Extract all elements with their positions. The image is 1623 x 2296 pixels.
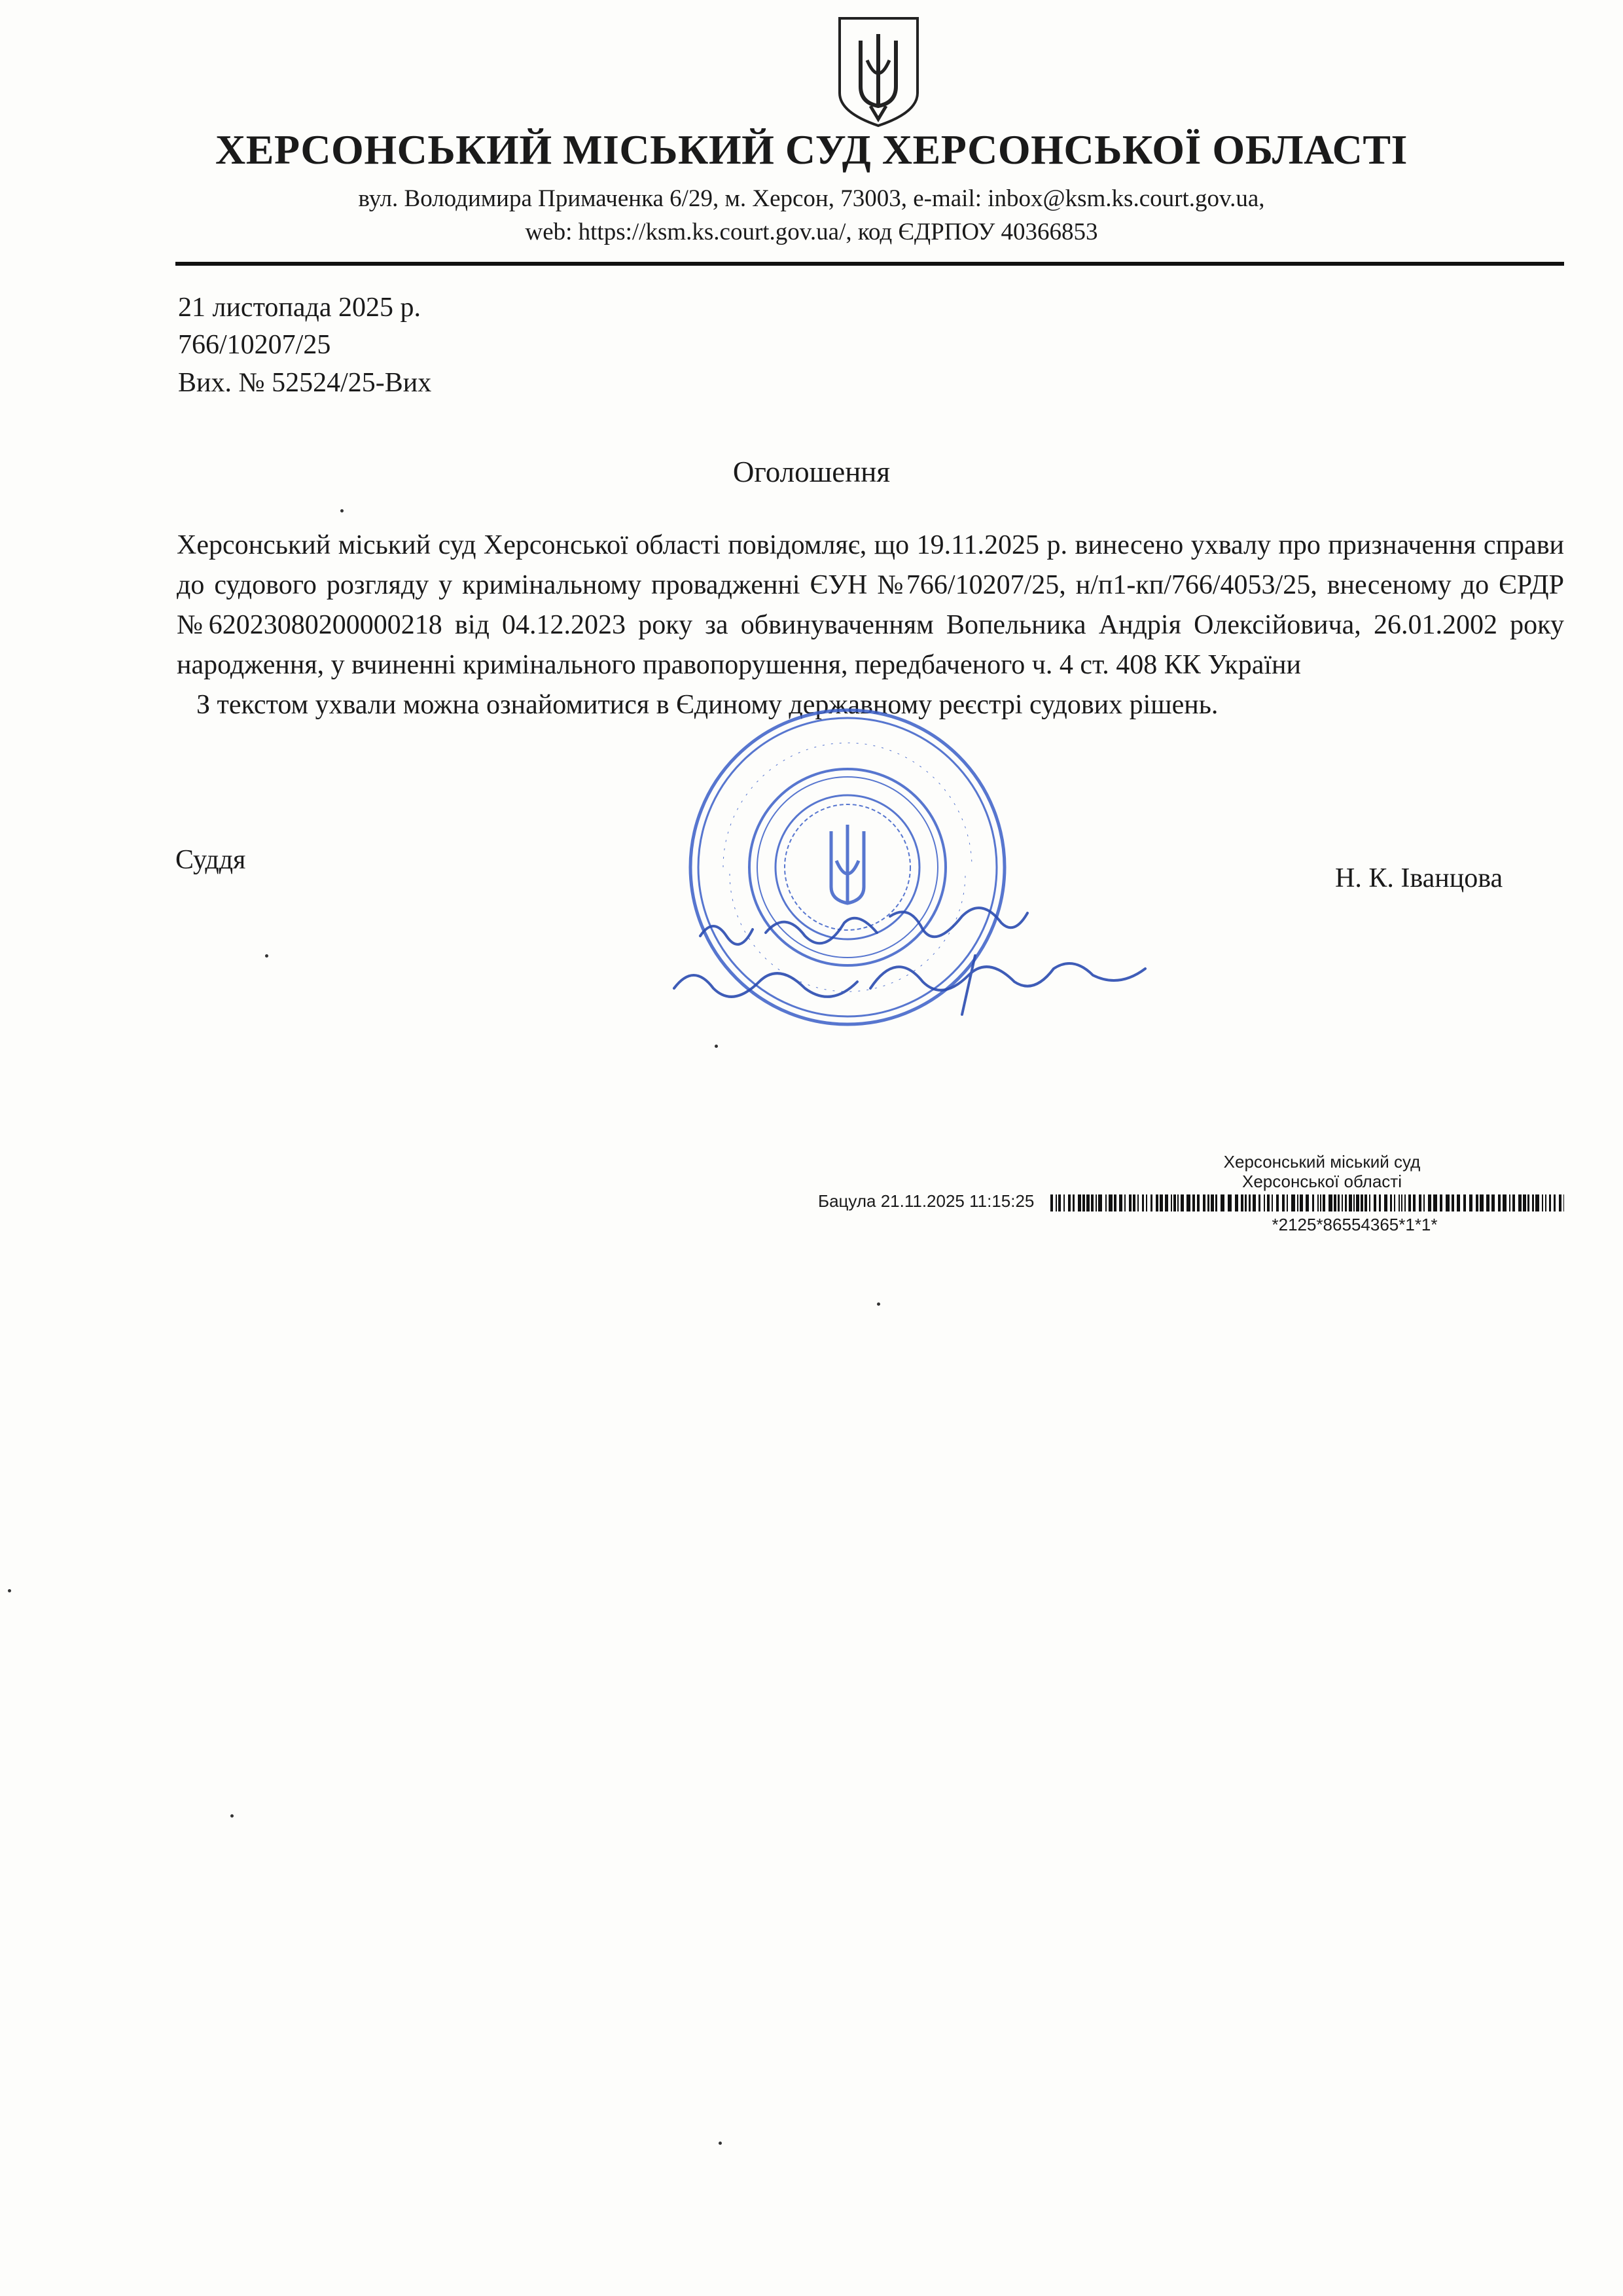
barcode-bar: [1068, 1194, 1071, 1211]
barcode-bar: [1527, 1194, 1529, 1211]
barcode-bar: [1312, 1194, 1314, 1211]
barcode-bar: [1086, 1194, 1090, 1211]
barcode-bar: [1503, 1194, 1507, 1211]
barcode-bar: [1287, 1194, 1288, 1211]
barcode-bar: [1323, 1194, 1325, 1211]
barcode-bar: [1173, 1194, 1176, 1211]
barcode-bar: [1129, 1194, 1132, 1211]
barcode-bar: [1160, 1194, 1163, 1211]
barcode-bar: [1374, 1194, 1376, 1211]
barcode-bar: [1211, 1194, 1214, 1211]
barcode-bar: [1073, 1194, 1075, 1211]
barcode-bar: [1342, 1194, 1343, 1211]
barcode-bar: [1241, 1194, 1243, 1211]
barcode-bar: [1491, 1194, 1495, 1211]
barcode-bar: [1300, 1194, 1303, 1211]
coat-of-arms-icon: [834, 14, 923, 129]
barcode-bar: [1228, 1194, 1232, 1211]
barcode-bar: [1192, 1194, 1195, 1211]
barcode-bar: [1267, 1194, 1270, 1211]
barcode-bar: [1554, 1194, 1556, 1211]
barcode-bar: [1276, 1194, 1279, 1211]
barcode-bar: [1109, 1194, 1113, 1211]
barcode-bar: [1433, 1194, 1437, 1211]
registration-court-region: Херсонської області: [1242, 1172, 1402, 1191]
barcode-bar: [1480, 1194, 1484, 1211]
barcode-bar: [1124, 1194, 1126, 1211]
barcode-bar: [1165, 1194, 1168, 1211]
barcode-bar: [1306, 1194, 1309, 1211]
document-date: 21 листопада 2025 р.: [178, 293, 421, 323]
scan-speck: [719, 2142, 722, 2145]
outgoing-number: Вих. № 52524/25-Вих: [178, 368, 432, 398]
barcode-bar: [1463, 1194, 1466, 1211]
barcode-bar: [1399, 1194, 1400, 1211]
barcode-bar: [1334, 1194, 1336, 1211]
barcode-bar: [1518, 1194, 1522, 1211]
barcode-bar: [1428, 1194, 1431, 1211]
barcode-bar: [1063, 1194, 1065, 1211]
barcode-bar: [1329, 1194, 1332, 1211]
barcode-bar: [1404, 1194, 1406, 1211]
barcode-bar: [1114, 1194, 1116, 1211]
barcode-bar: [1486, 1194, 1489, 1211]
barcode-bar: [1549, 1194, 1551, 1211]
barcode-bar: [1050, 1194, 1053, 1211]
signature-name: Н. К. Іванцова: [1335, 863, 1503, 893]
registration-clerk-timestamp: Бацула 21.11.2025 11:15:25: [818, 1191, 1035, 1211]
barcode-bar: [1353, 1194, 1355, 1211]
handwritten-certification-icon: [661, 851, 1171, 1047]
court-web-and-code: web: https://ksm.ks.court.gov.ua/, код ЄДРПОУ 40366853: [525, 219, 1098, 245]
case-number: 766/10207/25: [178, 330, 331, 360]
barcode-bar: [1349, 1194, 1352, 1211]
barcode-bar: [1098, 1194, 1102, 1211]
barcode-bar: [1177, 1194, 1179, 1211]
barcode-bar: [1535, 1194, 1539, 1211]
barcode-bar: [1338, 1194, 1340, 1211]
barcode-bar: [1345, 1194, 1347, 1211]
barcode-bar: [1207, 1194, 1209, 1211]
scan-speck: [265, 954, 268, 958]
barcode-bar: [1523, 1194, 1526, 1211]
barcode-bar: [1440, 1194, 1442, 1211]
barcode-bar: [1082, 1194, 1085, 1211]
barcode-bar: [1542, 1194, 1543, 1211]
court-address: вул. Володимира Примаченка 6/29, м. Херсон, 73003, e-mail: inbox@ksm.ks.court.gov.ua,: [358, 185, 1265, 212]
announcement-paragraph: Херсонський міський суд Херсонської області повідомляє, що 19.11.2025 р. винесено ухвалу про призначення справи до судового розгляду у кримінальному провадженні ЄУН №766/10207/25, н/п1-кп/766/4053/25, внесеному до ЄРДР №62023080200000218 від 04.12.2023 року за обвинуваченням Вопельника Андрія Олексійовича, 26.01.2002 року народження, у вчиненні кримінального правопорушення, передбаченого ч. 4 ст. 408 КК України: [177, 530, 1564, 680]
barcode-bar: [1509, 1194, 1510, 1211]
scan-speck: [230, 1814, 234, 1818]
barcode-bar: [1384, 1194, 1387, 1211]
barcode-bar: [1150, 1194, 1152, 1211]
court-title: ХЕРСОНСЬКИЙ МІСЬКИЙ СУД ХЕРСОНСЬКОЇ ОБЛАСТІ: [215, 126, 1408, 173]
document-heading: Оголошення: [732, 456, 891, 488]
barcode-bar: [1469, 1194, 1472, 1211]
announcement-paragraph-registry: З текстом ухвали можна ознайомитися в Єдиному державному реєстрі судових рішень.: [196, 690, 1219, 720]
barcode-bar: [1156, 1194, 1158, 1211]
header-divider: [175, 262, 1564, 266]
barcode-bar: [1146, 1194, 1147, 1211]
barcode-bar: [1078, 1194, 1081, 1211]
barcode-bar: [1203, 1194, 1205, 1211]
barcode-bar: [1133, 1194, 1135, 1211]
barcode-bar: [1142, 1194, 1144, 1211]
barcode-bar: [1361, 1194, 1363, 1211]
barcode-bar: [1249, 1194, 1251, 1211]
announcement-body: [177, 526, 1564, 725]
scan-speck: [340, 509, 344, 512]
barcode-bar: [1291, 1194, 1295, 1211]
barcode-bar: [1532, 1194, 1534, 1211]
barcode-bar: [1457, 1194, 1460, 1211]
barcode-bar: [1317, 1194, 1319, 1211]
registration-court-name: Херсонський міський суд: [1223, 1152, 1421, 1172]
barcode-bar: [1096, 1194, 1097, 1211]
barcode-bar: [1091, 1194, 1094, 1211]
barcode-bar: [1272, 1194, 1273, 1211]
barcode-bar: [1419, 1194, 1421, 1211]
barcode-bar: [1369, 1194, 1370, 1211]
barcode-bar: [1423, 1194, 1425, 1211]
scan-speck: [877, 1302, 880, 1306]
barcode-bar: [1215, 1194, 1217, 1211]
barcode-bar: [1563, 1194, 1564, 1211]
barcode-bar: [1056, 1194, 1057, 1211]
barcode-bar: [1413, 1194, 1416, 1211]
scan-speck: [8, 1589, 11, 1592]
barcode-bar: [1545, 1194, 1546, 1211]
scan-speck: [715, 1045, 718, 1048]
barcode-bar: [1258, 1194, 1260, 1211]
barcode-text: *2125*86554365*1*1*: [1272, 1215, 1438, 1234]
barcode-bar: [1058, 1194, 1061, 1211]
barcode-bar: [1105, 1194, 1107, 1211]
barcode-bar: [1197, 1194, 1200, 1211]
barcode-bar: [1297, 1194, 1298, 1211]
barcode-bar: [1119, 1194, 1122, 1211]
barcode-bar: [1401, 1194, 1402, 1211]
signature-role: Суддя: [175, 845, 246, 875]
barcode-bar: [1559, 1194, 1561, 1211]
barcode-bar: [1253, 1194, 1256, 1211]
barcode-bar: [1264, 1194, 1265, 1211]
barcode-bar: [1186, 1194, 1190, 1211]
barcode-bar: [1408, 1194, 1411, 1211]
barcode-bar: [1498, 1194, 1501, 1211]
barcode-bar: [1221, 1194, 1224, 1211]
barcode-icon: [1050, 1194, 1564, 1211]
barcode-bar: [1512, 1194, 1515, 1211]
barcode-bar: [1320, 1194, 1321, 1211]
barcode-bar: [1235, 1194, 1238, 1211]
barcode-bar: [1282, 1194, 1285, 1211]
barcode-bar: [1171, 1194, 1172, 1211]
barcode-bar: [1137, 1194, 1139, 1211]
barcode-bar: [1476, 1194, 1478, 1211]
barcode-bar: [1390, 1194, 1392, 1211]
barcode-bar: [1446, 1194, 1450, 1211]
barcode-bar: [1181, 1194, 1184, 1211]
barcode-bar: [1379, 1194, 1381, 1211]
barcode-bar: [1245, 1194, 1247, 1211]
barcode-bar: [1394, 1194, 1395, 1211]
barcode-bar: [1452, 1194, 1454, 1211]
barcode-bar: [1364, 1194, 1367, 1211]
barcode-bar: [1356, 1194, 1359, 1211]
